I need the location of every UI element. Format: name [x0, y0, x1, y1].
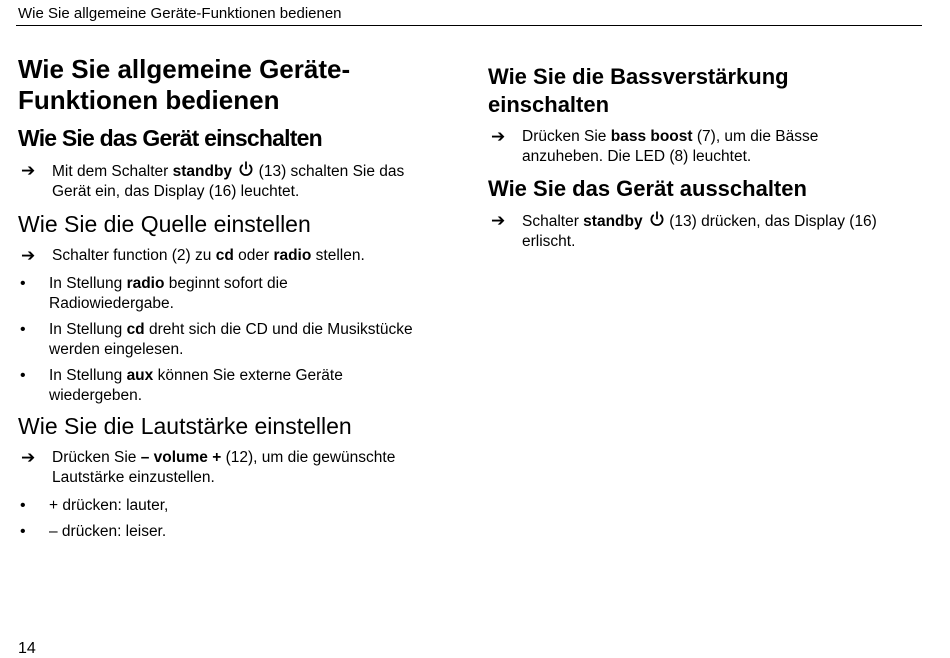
- page-number: 14: [18, 640, 36, 657]
- power-icon: [238, 161, 254, 177]
- item-text: dreht sich die CD und die Musikstücke: [144, 321, 413, 338]
- bullet-icon: •: [20, 367, 26, 384]
- step-text: Lautstärke einzustellen.: [52, 469, 215, 486]
- arrow-icon: ➔: [21, 246, 36, 265]
- step-text: Drücken Sie: [52, 449, 141, 466]
- step-text: (13) schalten Sie das: [254, 163, 405, 180]
- step-text: (7), um die Bässe: [692, 128, 819, 145]
- list-item: [18, 320, 458, 360]
- list-item: [18, 274, 458, 314]
- step-text: Schalter: [522, 213, 584, 230]
- step-bold: radio: [273, 247, 312, 264]
- section-title: [488, 63, 918, 119]
- page-title-line2: Funktionen bedienen: [18, 85, 280, 115]
- step-text: stellen.: [311, 247, 365, 264]
- step-bold: bass boost: [610, 128, 693, 145]
- running-header: Wie Sie allgemeine Geräte-Funktionen bedienen: [18, 5, 342, 22]
- section-title-line2: einschalten: [488, 92, 610, 117]
- page-title-line1: Wie Sie allgemeine Geräte-: [18, 54, 351, 84]
- step-text: (12), um die gewünschte: [221, 449, 396, 466]
- step-text: erlischt.: [522, 233, 576, 250]
- step-bold: cd: [215, 247, 234, 264]
- header-divider: [16, 25, 922, 26]
- instruction-step: [18, 448, 458, 488]
- instruction-step: [18, 246, 458, 266]
- section-title: Wie Sie die Lautstärke einstellen: [18, 413, 352, 439]
- step-bold: – volume +: [140, 449, 222, 466]
- item-bold: aux: [126, 367, 154, 384]
- item-text: + drücken: lauter,: [49, 497, 169, 514]
- item-text: – drücken: leiser.: [49, 523, 167, 540]
- list-item: [18, 496, 458, 516]
- right-column: [488, 63, 918, 260]
- step-text: Schalter function (2) zu: [52, 247, 216, 264]
- item-text: In Stellung: [49, 275, 127, 292]
- arrow-icon: ➔: [491, 127, 506, 146]
- step-text: (13) drücken, das Display (16): [664, 213, 877, 230]
- page-title: [18, 54, 458, 116]
- arrow-icon: ➔: [21, 161, 36, 180]
- step-bold: standby: [172, 163, 233, 180]
- section-switch-off: [488, 175, 918, 252]
- list-item: [18, 522, 458, 542]
- bullet-icon: •: [20, 321, 26, 338]
- item-text: Radiowiedergabe.: [49, 295, 174, 312]
- step-text: Mit dem Schalter: [52, 163, 173, 180]
- section-title: Wie Sie das Gerät ausschalten: [488, 176, 807, 201]
- item-bold: radio: [126, 275, 165, 292]
- instruction-step: [488, 211, 918, 252]
- item-text: beginnt sofort die: [164, 275, 288, 292]
- section-title-line1: Wie Sie die Bassverstärkung: [488, 64, 789, 89]
- step-bold: standby: [583, 213, 643, 230]
- item-text: werden eingelesen.: [49, 341, 184, 358]
- list-item: [18, 366, 458, 406]
- step-text: anzuheben. Die LED (8) leuchtet.: [522, 148, 752, 165]
- bullet-icon: •: [20, 275, 26, 292]
- section-switch-on: [18, 125, 458, 202]
- item-text: wiedergeben.: [49, 387, 143, 404]
- item-bold: cd: [126, 321, 145, 338]
- section-title: Wie Sie die Quelle einstellen: [18, 211, 311, 237]
- power-icon: [649, 211, 665, 227]
- section-volume: [18, 412, 458, 542]
- section-bass-boost: [488, 63, 918, 167]
- section-source: [18, 210, 458, 406]
- arrow-icon: ➔: [491, 211, 506, 230]
- section-title: Wie Sie das Gerät einschalten: [18, 125, 322, 151]
- item-text: können Sie externe Geräte: [153, 367, 343, 384]
- item-text: In Stellung: [49, 321, 127, 338]
- arrow-icon: ➔: [21, 448, 36, 467]
- bullet-icon: •: [20, 497, 26, 514]
- bullet-icon: •: [20, 523, 26, 540]
- instruction-step: [18, 161, 458, 202]
- step-text: Gerät ein, das Display (16) leuchtet.: [52, 183, 300, 200]
- left-column: [18, 54, 458, 548]
- item-text: In Stellung: [49, 367, 127, 384]
- instruction-step: [488, 127, 918, 167]
- step-text: Drücken Sie: [522, 128, 611, 145]
- step-text: oder: [233, 247, 274, 264]
